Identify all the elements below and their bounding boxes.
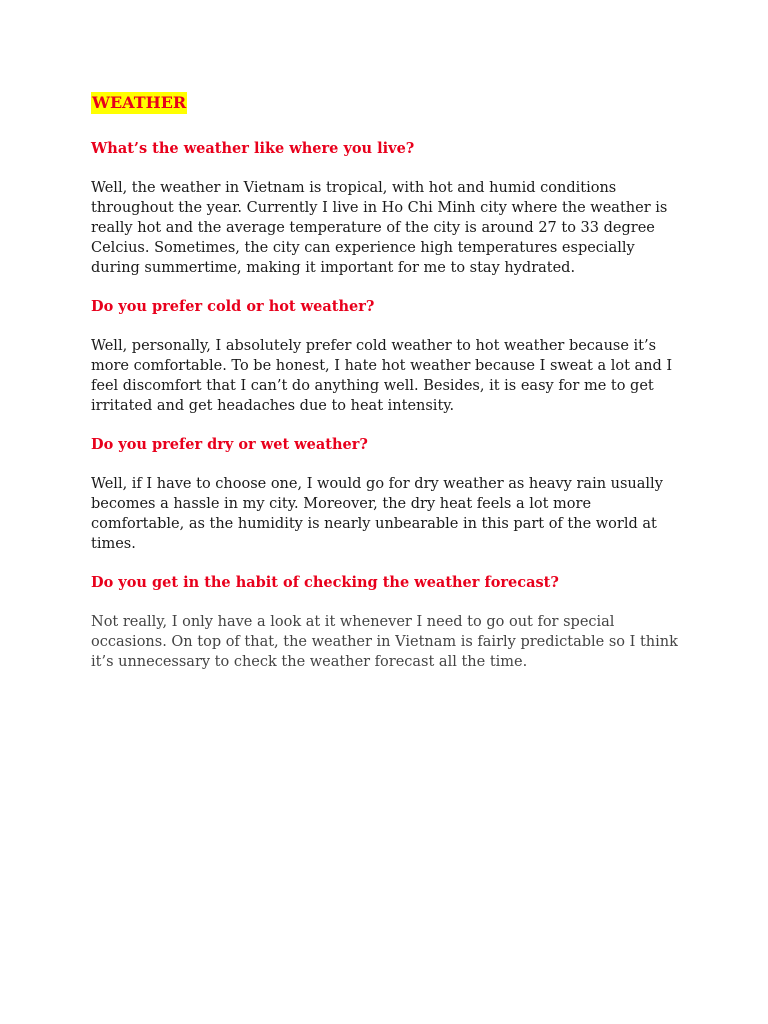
spacer [91,317,683,336]
spacer [91,278,683,297]
question-2: Do you prefer cold or hot weather? [91,298,375,315]
question-3: Do you prefer dry or wet weather? [91,436,368,453]
spacer [91,455,683,474]
answer-3: Well, if I have to choose one, I would go for dry weather as heavy rain usually becomes a hassle in my city. Moreover, the dry heat feels a lot more comfortable, as the humidity is nearly unbearable in this part of the world at times. [91,476,663,552]
question-1: What’s the weather like where you live? [91,140,415,157]
answer-1: Well, the weather in Vietnam is tropical, with hot and humid conditions throughout the year. Currently I live in Ho Chi Minh city where the weather is really hot and the average temperature of the city is around 27 to 33 degree Celcius. Sometimes, the city can experience high temperatures especially during summertime, making it important for me to stay hydrated. [91,180,668,276]
document-title: WEATHER [92,93,187,112]
spacer [91,593,683,612]
answer-4: Not really, I only have a look at it whenever I need to go out for special occasions. On top of that, the weather in Vietnam is fairly predictable so I think it’s unnecessary to check the weather forecast all the time. [91,614,678,670]
question-4: Do you get in the habit of checking the weather forecast? [91,574,559,591]
answer-2: Well, personally, I absolutely prefer cold weather to hot weather because it’s more comfortable. To be honest, I hate hot weather because I sweat a lot and I feel discomfort that I can’t do anything well. Besides, it is easy for me to get irritated and get headaches due to heat intensity. [91,338,673,414]
document-content [91,92,683,672]
spacer [91,416,683,435]
spacer [91,114,683,139]
spacer [91,554,683,573]
spacer [91,159,683,178]
